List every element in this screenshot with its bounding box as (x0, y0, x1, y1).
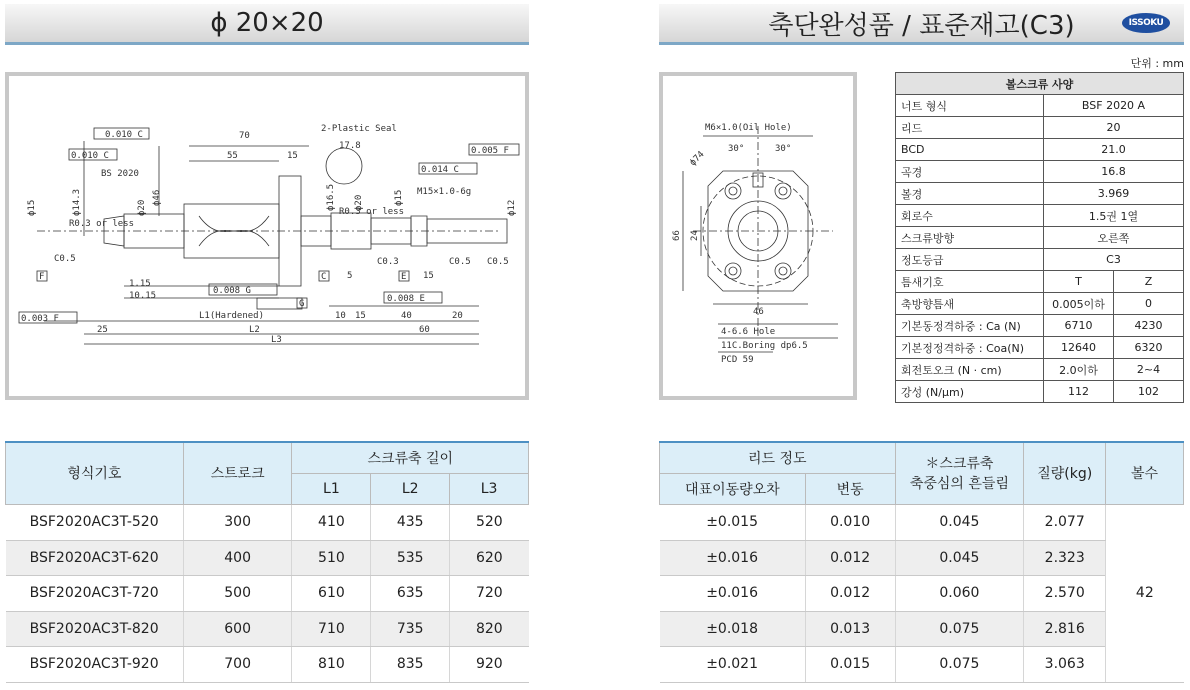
table-cell: 920 (450, 646, 529, 682)
table-cell: 0.013 (805, 611, 895, 646)
plastic-seal-label: 2-Plastic Seal (321, 124, 397, 134)
phi-15b: ϕ15 (394, 189, 404, 206)
header-length: 스크류축 길이 (292, 442, 529, 473)
table-cell: 기본정정격하중 : Coa(N) (896, 337, 1044, 359)
angle-30a: 30° (728, 144, 745, 154)
table-cell: 0.075 (895, 646, 1024, 682)
header-balls: 볼수 (1106, 442, 1184, 504)
left-header-title: ϕ 20×20 (210, 8, 324, 38)
spec-row (896, 95, 1184, 117)
table-row (6, 575, 529, 611)
table-row (660, 504, 1184, 540)
datum-g: G (299, 299, 305, 309)
dim-10: 10 (335, 311, 346, 321)
hole-label: 4-6.6 Hole (721, 327, 776, 337)
table-cell: 0.045 (895, 504, 1024, 540)
table-cell: 300 (183, 504, 292, 540)
table-cell: 회로수 (896, 205, 1044, 227)
table-cell: C3 (1044, 249, 1184, 271)
header-runout: ＊스크류축 축중심의 흔들림 (895, 442, 1024, 504)
shaft-drawing (5, 72, 529, 400)
angle-30b: 30° (775, 144, 792, 154)
table-cell: 0.045 (895, 540, 1024, 575)
header-rep: 대표이동량오차 (660, 473, 806, 504)
table-cell: 기본동정격하중 : Ca (N) (896, 315, 1044, 337)
table-cell: 620 (450, 540, 529, 575)
spec-row (896, 205, 1184, 227)
bs-label: BS 2020 (101, 169, 139, 179)
tol-6: 0.008 E (387, 294, 425, 304)
balls-cell: 42 (1106, 504, 1184, 682)
c05-a: C0.5 (54, 254, 76, 264)
header-l3: L3 (450, 473, 529, 504)
spec-row (896, 381, 1184, 403)
spec-row (896, 315, 1184, 337)
table-cell: 2.816 (1024, 611, 1106, 646)
phi-165: ϕ16.5 (326, 183, 336, 211)
table-cell: 0.012 (805, 575, 895, 611)
table-cell: ±0.018 (660, 611, 806, 646)
table-cell: 리드 (896, 117, 1044, 139)
table-cell: 410 (292, 504, 371, 540)
table-row (6, 442, 529, 473)
table-cell: 400 (183, 540, 292, 575)
table-cell: 0.060 (895, 575, 1024, 611)
table-cell: 축방향틈새 (896, 293, 1044, 315)
table-cell: 112 (1044, 381, 1114, 403)
table-cell: ±0.016 (660, 540, 806, 575)
datum-f: F (39, 272, 45, 282)
dim-55: 55 (227, 151, 238, 161)
table-cell: 2.077 (1024, 504, 1106, 540)
m15-label: M15×1.0-6g (417, 187, 472, 197)
table-cell: 스크류방향 (896, 227, 1044, 249)
tol-7: 0.003 F (21, 314, 59, 324)
phi-14: ϕ14.3 (72, 188, 82, 216)
table-cell: 6320 (1114, 337, 1184, 359)
table-row (660, 540, 1184, 575)
spec-row (896, 139, 1184, 161)
table-cell: 810 (292, 646, 371, 682)
dim-20: 20 (452, 311, 463, 321)
table-cell: 1.5권 1열 (1044, 205, 1184, 227)
table-row (896, 73, 1184, 95)
phi-15: ϕ15 (27, 199, 37, 216)
table-cell: 500 (183, 575, 292, 611)
spec-row (896, 293, 1184, 315)
table-row (660, 575, 1184, 611)
cbore-label: 11C.Boring dp6.5 (721, 341, 808, 351)
table-cell: 회전토오크 (N · cm) (896, 359, 1044, 381)
table-cell: 오른쪽 (1044, 227, 1184, 249)
table-cell: 0 (1114, 293, 1184, 315)
table-cell: 3.969 (1044, 183, 1184, 205)
table-cell: 835 (371, 646, 450, 682)
right-header-title: 축단완성품 / 표준재고(C3) (768, 10, 1075, 41)
dim-15b: 15 (355, 311, 366, 321)
table-cell: 710 (292, 611, 371, 646)
table-cell: 볼경 (896, 183, 1044, 205)
phi-20: ϕ20 (137, 199, 147, 216)
table-cell: 3.063 (1024, 646, 1106, 682)
dim-25: 25 (97, 325, 108, 335)
table-cell: 0.015 (805, 646, 895, 682)
table-cell: 2~4 (1114, 359, 1184, 381)
table-cell: 21.0 (1044, 139, 1184, 161)
table-cell: 0.010 (805, 504, 895, 540)
model-table (5, 441, 529, 683)
table-cell: 700 (183, 646, 292, 682)
table-cell: 2.323 (1024, 540, 1106, 575)
table-cell: 곡경 (896, 161, 1044, 183)
left-header (5, 4, 529, 45)
table-row (660, 442, 1184, 473)
dim-66: 66 (672, 230, 682, 241)
dim-5: 5 (347, 271, 353, 281)
table-cell: 610 (292, 575, 371, 611)
company-logo: ISSOKU (1122, 13, 1170, 33)
table-cell: 4230 (1114, 315, 1184, 337)
table-cell: 735 (371, 611, 450, 646)
table-cell: BCD (896, 139, 1044, 161)
table-cell: 0.005이하 (1044, 293, 1114, 315)
dim-115: 1.15 (129, 279, 151, 289)
c03: C0.3 (377, 257, 399, 267)
header-stroke: 스트로크 (183, 442, 292, 504)
r03-b: R0.3 or less (339, 207, 405, 217)
spec-row (896, 117, 1184, 139)
header-var: 변동 (805, 473, 895, 504)
tol-5: 0.008 G (213, 286, 251, 296)
table-cell: 너트 형식 (896, 95, 1044, 117)
spec-row (896, 249, 1184, 271)
spec-row (896, 161, 1184, 183)
table-cell: BSF2020AC3T-820 (6, 611, 184, 646)
table-row (660, 646, 1184, 682)
accuracy-table (659, 441, 1184, 683)
table-cell: 2.570 (1024, 575, 1106, 611)
m6-label: M6×1.0(Oil Hole) (705, 123, 792, 133)
dim-15c: 15 (423, 271, 434, 281)
phi-74: ϕ74 (688, 149, 707, 169)
dim-60: 60 (419, 325, 430, 335)
dim-70: 70 (239, 131, 250, 141)
dim-46: 46 (753, 307, 764, 317)
table-cell: 0.075 (895, 611, 1024, 646)
dim-17: 17.8 (339, 141, 361, 151)
table-cell: 635 (371, 575, 450, 611)
table-cell: Z (1114, 271, 1184, 293)
table-row (6, 646, 529, 682)
spec-table (895, 72, 1184, 403)
table-cell: 720 (450, 575, 529, 611)
spec-title: 볼스크류 사양 (896, 73, 1184, 95)
r03-a: R0.3 or less (69, 219, 135, 229)
c05-c: C0.5 (487, 257, 509, 267)
table-cell: 강성 (N/μm) (896, 381, 1044, 403)
table-row (6, 504, 529, 540)
table-cell: 12640 (1044, 337, 1114, 359)
table-row (6, 540, 529, 575)
datum-e: E (401, 272, 407, 282)
table-cell: 510 (292, 540, 371, 575)
spec-row (896, 183, 1184, 205)
table-cell: 102 (1114, 381, 1184, 403)
tol-3: 0.014 C (421, 165, 459, 175)
dim-l3: L3 (271, 335, 282, 345)
table-cell: 2.0이하 (1044, 359, 1114, 381)
tol-4: 0.005 F (471, 146, 509, 156)
table-cell: ±0.016 (660, 575, 806, 611)
table-cell: ±0.015 (660, 504, 806, 540)
table-row (6, 611, 529, 646)
table-cell: BSF2020AC3T-520 (6, 504, 184, 540)
c05-b: C0.5 (449, 257, 471, 267)
table-cell: ±0.021 (660, 646, 806, 682)
table-cell: BSF2020AC3T-920 (6, 646, 184, 682)
table-cell: 0.012 (805, 540, 895, 575)
header-lead: 리드 정도 (660, 442, 896, 473)
dim-l1: L1(Hardened) (199, 311, 265, 321)
spec-row (896, 227, 1184, 249)
table-row (660, 611, 1184, 646)
table-cell: 520 (450, 504, 529, 540)
shaft-drawing-svg (9, 76, 525, 396)
table-cell: BSF2020AC3T-720 (6, 575, 184, 611)
right-header (659, 4, 1184, 45)
table-cell: 정도등급 (896, 249, 1044, 271)
dim-1015: 10.15 (129, 291, 157, 301)
table-cell: 16.8 (1044, 161, 1184, 183)
header-l2: L2 (371, 473, 450, 504)
spec-row (896, 271, 1184, 293)
spec-row (896, 359, 1184, 381)
phi-12: ϕ12 (507, 199, 517, 216)
unit-label: 단위 : mm (1130, 57, 1184, 70)
dim-15a: 15 (287, 151, 298, 161)
table-cell: 535 (371, 540, 450, 575)
table-cell: 20 (1044, 117, 1184, 139)
nut-drawing-svg (663, 76, 853, 396)
table-cell: 820 (450, 611, 529, 646)
dim-l2: L2 (249, 325, 260, 335)
header-l1: L1 (292, 473, 371, 504)
table-cell: 6710 (1044, 315, 1114, 337)
phi-20b: ϕ20 (354, 194, 364, 211)
table-cell: 600 (183, 611, 292, 646)
header-model: 형식기호 (6, 442, 184, 504)
nut-drawing (659, 72, 857, 400)
phi-46: ϕ46 (152, 189, 162, 206)
header-mass: 질량(kg) (1024, 442, 1106, 504)
table-cell: 틈새기호 (896, 271, 1044, 293)
tol-1: 0.010 C (105, 130, 143, 140)
dim-40: 40 (401, 311, 412, 321)
table-cell: BSF2020AC3T-620 (6, 540, 184, 575)
tol-2: 0.010 C (71, 151, 109, 161)
spec-row (896, 337, 1184, 359)
table-cell: 435 (371, 504, 450, 540)
dim-24: 24 (690, 230, 700, 241)
table-cell: BSF 2020 A (1044, 95, 1184, 117)
table-cell: T (1044, 271, 1114, 293)
pcd-label: PCD 59 (721, 355, 754, 365)
datum-c: C (321, 272, 327, 282)
